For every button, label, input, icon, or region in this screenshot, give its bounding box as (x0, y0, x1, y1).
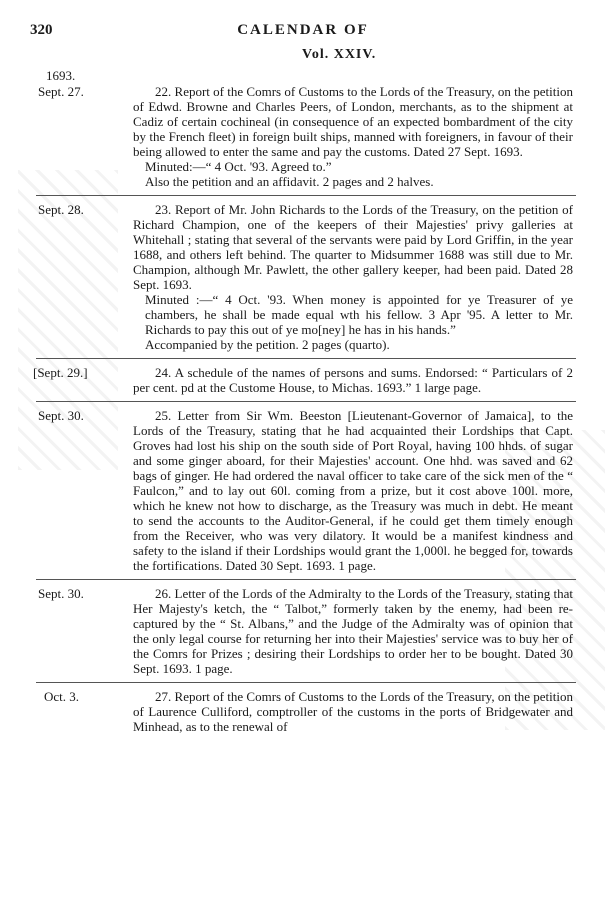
entry-23 (0, 202, 606, 352)
entry-accompanied: Also the petition and an affidavit. 2 pages and 2 halves. (145, 174, 434, 189)
entry-divider (36, 579, 576, 580)
entry-26 (0, 586, 606, 676)
entry-27 (0, 689, 606, 734)
entry-date: Sept. 27. (38, 84, 84, 99)
entry-24 (0, 365, 606, 395)
entry-accompanied: Accompanied by the petition. 2 pages (quarto). (145, 337, 390, 352)
entry-divider (36, 195, 576, 196)
page-number: 320 (30, 22, 53, 38)
entry-text: 26. Letter of the Lords of the Admiralty to the Lords of the Treasury, stating that Her Majesty's ketch, the “ Talbot,” formerly taken by the enemy, had been re-captured by the “ St. Albans,” and the Judge of the Admiralty was of opinion that the only legal course for returning her into their Majesties' service was to buy her of the Comrs for Prizes ; desiring their Lordships to order her to be bought. Dated 30 Sept. 1693. 1 page. (133, 586, 573, 676)
entry-minute: Minuted :—“ 4 Oct. '93. When money is appointed for ye Treasurer of ye chambers, he shall be made equal wth his fellow. 3 Apr '95. A letter to Mr. Richards to pay this out of ye mo[ney] he has in his hands.” (145, 292, 573, 337)
entry-text: 24. A schedule of the names of persons and sums. Endorsed: “ Particulars of 2 per cent. pd at the Custome House, to Michas. 1693.” 1 large page. (133, 365, 573, 395)
entry-year: 1693. (46, 68, 76, 83)
entry-date: Sept. 30. (38, 586, 84, 601)
entry-text: 27. Report of the Comrs of Customs to the Lords of the Treasury, on the petition of Laurence Culliford, comptroller of the customs in the ports of Bridgewater and Minhead, as to the renewal of (133, 689, 573, 734)
entry-minute: Minuted:—“ 4 Oct. '93. Agreed to.” (145, 159, 332, 174)
entry-divider (36, 682, 576, 683)
entry-date: Sept. 28. (38, 202, 84, 217)
entry-text: 25. Letter from Sir Wm. Beeston [Lieutenant-Governor of Jamaica], to the Lords of the Treasury, stating that he had acquainted their Lordships that Capt. Groves had lost his ship on the south side of Port Royal, having 100 hhds. of sugar and some ginger aboard, for their Majesties' account. One hhd. was saved and 62 bags of ginger. He had ordered the naval officer to take care of the sick men of the “ Faulcon,” and to lay out 60l. coming from a prize, but it cost above 100l. more, which he knew not how to discharge, as the Treasury was much in debt. He meant to send the accounts to the Auditor-General, if he could get them timely enough from the Receiver, who was very dilatory. It would be a manifest kindness and safety to the island if their Lordships would grant the 1,000l. he begged for, towards the fortifications. Dated 30 Sept. 1693. 1 page. (133, 408, 573, 573)
calendar-entries (0, 66, 606, 734)
volume-heading: Vol. XXIV. (302, 47, 377, 62)
entry-divider (36, 358, 576, 359)
entry-22 (0, 68, 606, 189)
running-head: CALENDAR OF (237, 22, 369, 38)
entry-date: Oct. 3. (44, 689, 80, 704)
entry-text: 22. Report of the Comrs of Customs to the Lords of the Treasury, on the petition of Edwd. Browne and Charles Peers, of London, merchants, as to the shipment at Cadiz of certain cochineal (in consequence of an expected bombardment of the city by the French fleet) in foreign built ships, manned with foreigners, in favour of their being allowed to enter the same and pay the customs. Dated 27 Sept. 1693. (133, 84, 573, 159)
entry-text: 23. Report of Mr. John Richards to the Lords of the Treasury, on the petition of Richard Champion, one of the keepers of their Majesties' privy galleries at Whitehall ; stating that several of the servants were paid by Lord Griffin, in the year 1688, and others left behind. The quarter to Midsummer 1688 was still due to Mr. Champion, although Mr. Pawlett, the other gallery keeper, had been paid. Dated 28 Sept. 1693. (133, 202, 573, 292)
entry-divider (36, 401, 576, 402)
entry-25 (0, 408, 606, 573)
entry-date: [Sept. 29.] (33, 365, 88, 380)
entry-date: Sept. 30. (38, 408, 84, 423)
